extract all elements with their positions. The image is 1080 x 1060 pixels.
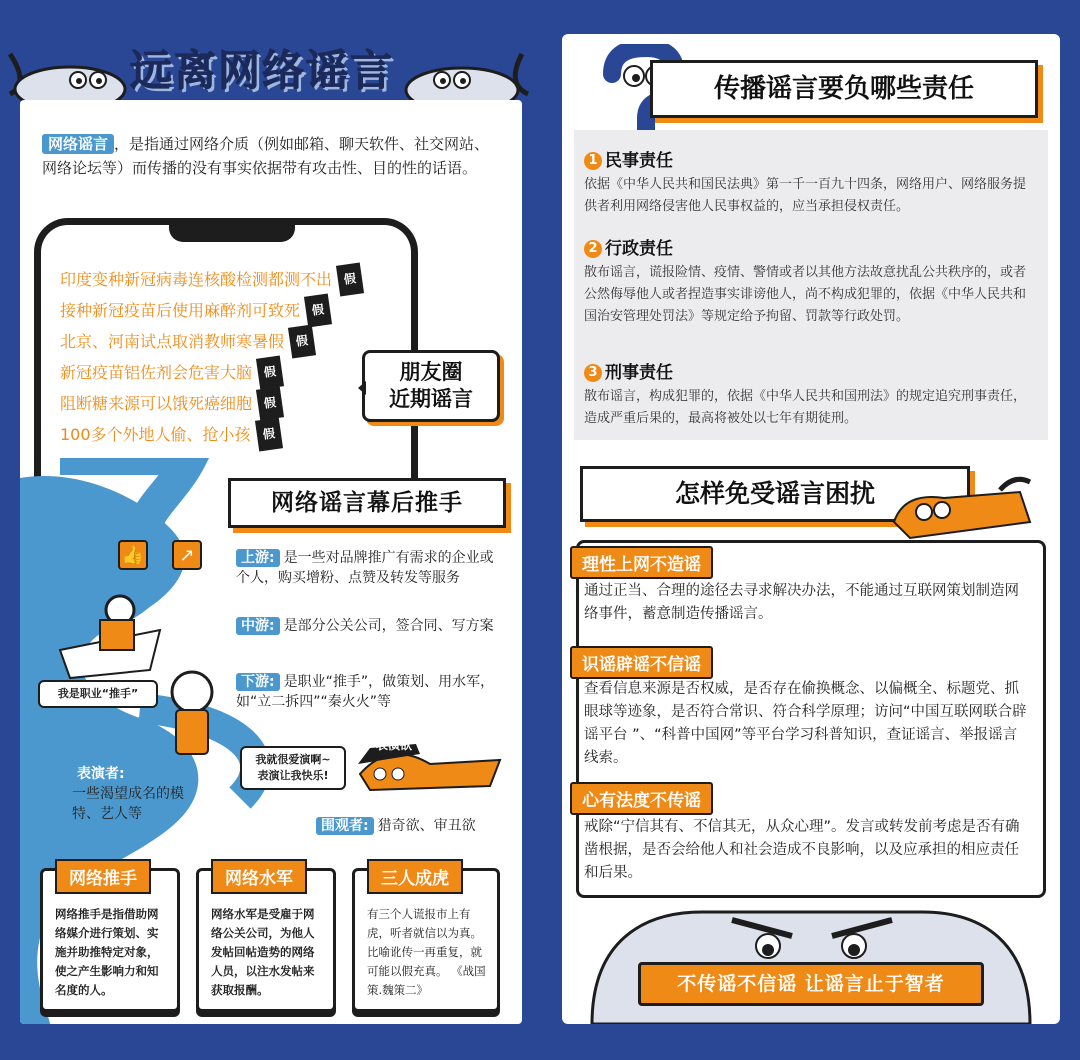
friends-circle-bubble: 朋友圈 近期谣言 — [362, 350, 500, 422]
tip-tag: 理性上网不造谣 — [570, 546, 713, 579]
performer-character — [350, 734, 510, 804]
rumor-item: 接种新冠疫苗后使用麻醉剂可致死 假 — [60, 295, 362, 326]
fake-badge: 假 — [255, 417, 283, 451]
tip-tag: 心有法度不传谣 — [570, 782, 713, 815]
behind-scenes-header: 网络谣言幕后推手 — [228, 478, 506, 528]
intro-text: ，是指通过网络介质（例如邮箱、聊天软件、社交网站、网络论坛等）而传播的没有事实依据带有攻击性、目的性的话语。 — [42, 135, 490, 177]
rumor-ellipsis: …… — [60, 455, 92, 474]
number-badge: 3 — [584, 364, 602, 382]
number-badge: 2 — [584, 240, 602, 258]
duty-administrative: 2 行政责任 散布谣言，谎报险情、疫情、警情或者以其他方法故意扰乱公共秩序的，或者公然侮辱他人或者捏造事实诽谤他人，尚不构成犯罪的，依据《中华人民共和国治安管理处罚法》等规定给予拘留、罚款等行政处罚。 — [584, 239, 1027, 324]
left-panel — [20, 100, 522, 1024]
tip-text: 查看信息来源是否权威，是否存在偷换概念、以偏概全、标题党、抓眼球等迹象，是否符合常识、符合科学原理；访问“中国互联网联合辟谣平台 ”、“科普中国网”等平台学习科普知识，查证谣言、举报谣言线索。 — [584, 681, 1027, 766]
love-acting-bubble: 我就很爱演啊~ 表演让我快乐! — [240, 746, 346, 790]
upstream-label: 上游: 是一些对品牌推广有需求的企业或个人，购买增粉、点赞及转发等服务 — [236, 550, 494, 586]
tip-text: 通过正当、合理的途径去寻求解决办法，不能通过互联网策划制造网络事件，蓄意制造传播谣言。 — [584, 583, 1019, 622]
info-card: 网络水军 网络水军是受雇于网络公关公司，为他人发帖回帖造势的网络人员，以注水发帖来获取报酬。 — [196, 868, 336, 1012]
spectator-label: 围观者: 猎奇欲、审丑欲 — [316, 816, 506, 836]
info-card: 三人成虎 有三个人谎报市上有虎，听者就信以为真。比喻讹传一再重复，就可能以假充真。 《战国策.魏策二》 — [352, 868, 500, 1012]
fake-badge: 假 — [304, 293, 332, 327]
acting-desire-label: 表演欲 — [376, 738, 413, 752]
tip-tag: 识谣辟谣不信谣 — [570, 646, 713, 679]
rumor-item: 新冠疫苗铝佐剂会危害大脑 假 — [60, 357, 362, 388]
avoid-rumor-header: 怎样免受谣言困扰 — [580, 466, 970, 522]
rumor-item: 北京、河南试点取消教师寒暑假 假 — [60, 326, 362, 357]
fake-badge: 假 — [288, 324, 316, 358]
fake-badge: 假 — [256, 386, 284, 420]
responsibility-header: 传播谣言要负哪些责任 — [650, 60, 1038, 118]
pusher-character-orange — [160, 670, 230, 760]
duty-civil: 1 民事责任 依据《中华人民共和国民法典》第一千一百九十四条，网络用户、网络服务提供者利用网络侵害他人民事权益的，应当承担侵权责任。 — [584, 151, 1027, 214]
midstream-label: 中游: 是部分公关公司，签合同、写方案 — [236, 616, 506, 636]
right-panel — [562, 34, 1060, 1024]
number-badge: 1 — [584, 152, 602, 170]
share-icon: ↗ — [172, 540, 202, 570]
thumbs-up-icon: 👍 — [118, 540, 148, 570]
pro-pusher-bubble: 我是职业“推手” — [38, 680, 158, 708]
fake-badge: 假 — [336, 262, 364, 296]
phone-notch — [169, 224, 295, 242]
performer-label: 表演者: 一些渴望成名的模特、艺人等 — [72, 766, 184, 822]
rumor-item: 印度变种新冠病毒连核酸检测都测不出 假 — [60, 264, 362, 295]
duty-criminal: 3 刑事责任 散布谣言，构成犯罪的，依据《中华人民共和国刑法》的规定追究刑事责任，造成严重后果的，最高将被处以七年有期徒刑。 — [584, 363, 1027, 426]
downstream-label: 下游: 是职业“推手”，做策划、用水军，如“立二拆四”“秦火火”等 — [236, 674, 495, 710]
page-title: 远离网络谣言 — [130, 46, 395, 95]
footer-slogan-banner: 不传谣不信谣 让谣言止于智者 — [638, 962, 984, 1006]
rumor-list — [60, 264, 362, 479]
fake-badge: 假 — [256, 355, 284, 389]
pusher-character — [50, 590, 170, 680]
info-card: 网络推手 网络推手是指借助网络媒介进行策划、实施并助推特定对象，使之产生影响力和知名度的人。 — [40, 868, 180, 1012]
rumor-item: 阻断糖来源可以饿死癌细胞 假 — [60, 388, 362, 419]
intro-tag: 网络谣言 — [42, 134, 114, 154]
rumor-item: 100多个外地人偷、抢小孩 假 — [60, 419, 362, 450]
tip-text: 戒除“宁信其有、不信其无，从众心理”。发言或转发前考虑是否有确凿根据，是否会给他人和社会造成不良影响，以及应承担的相应责任和后果。 — [584, 819, 1020, 881]
intro-paragraph — [42, 132, 502, 180]
